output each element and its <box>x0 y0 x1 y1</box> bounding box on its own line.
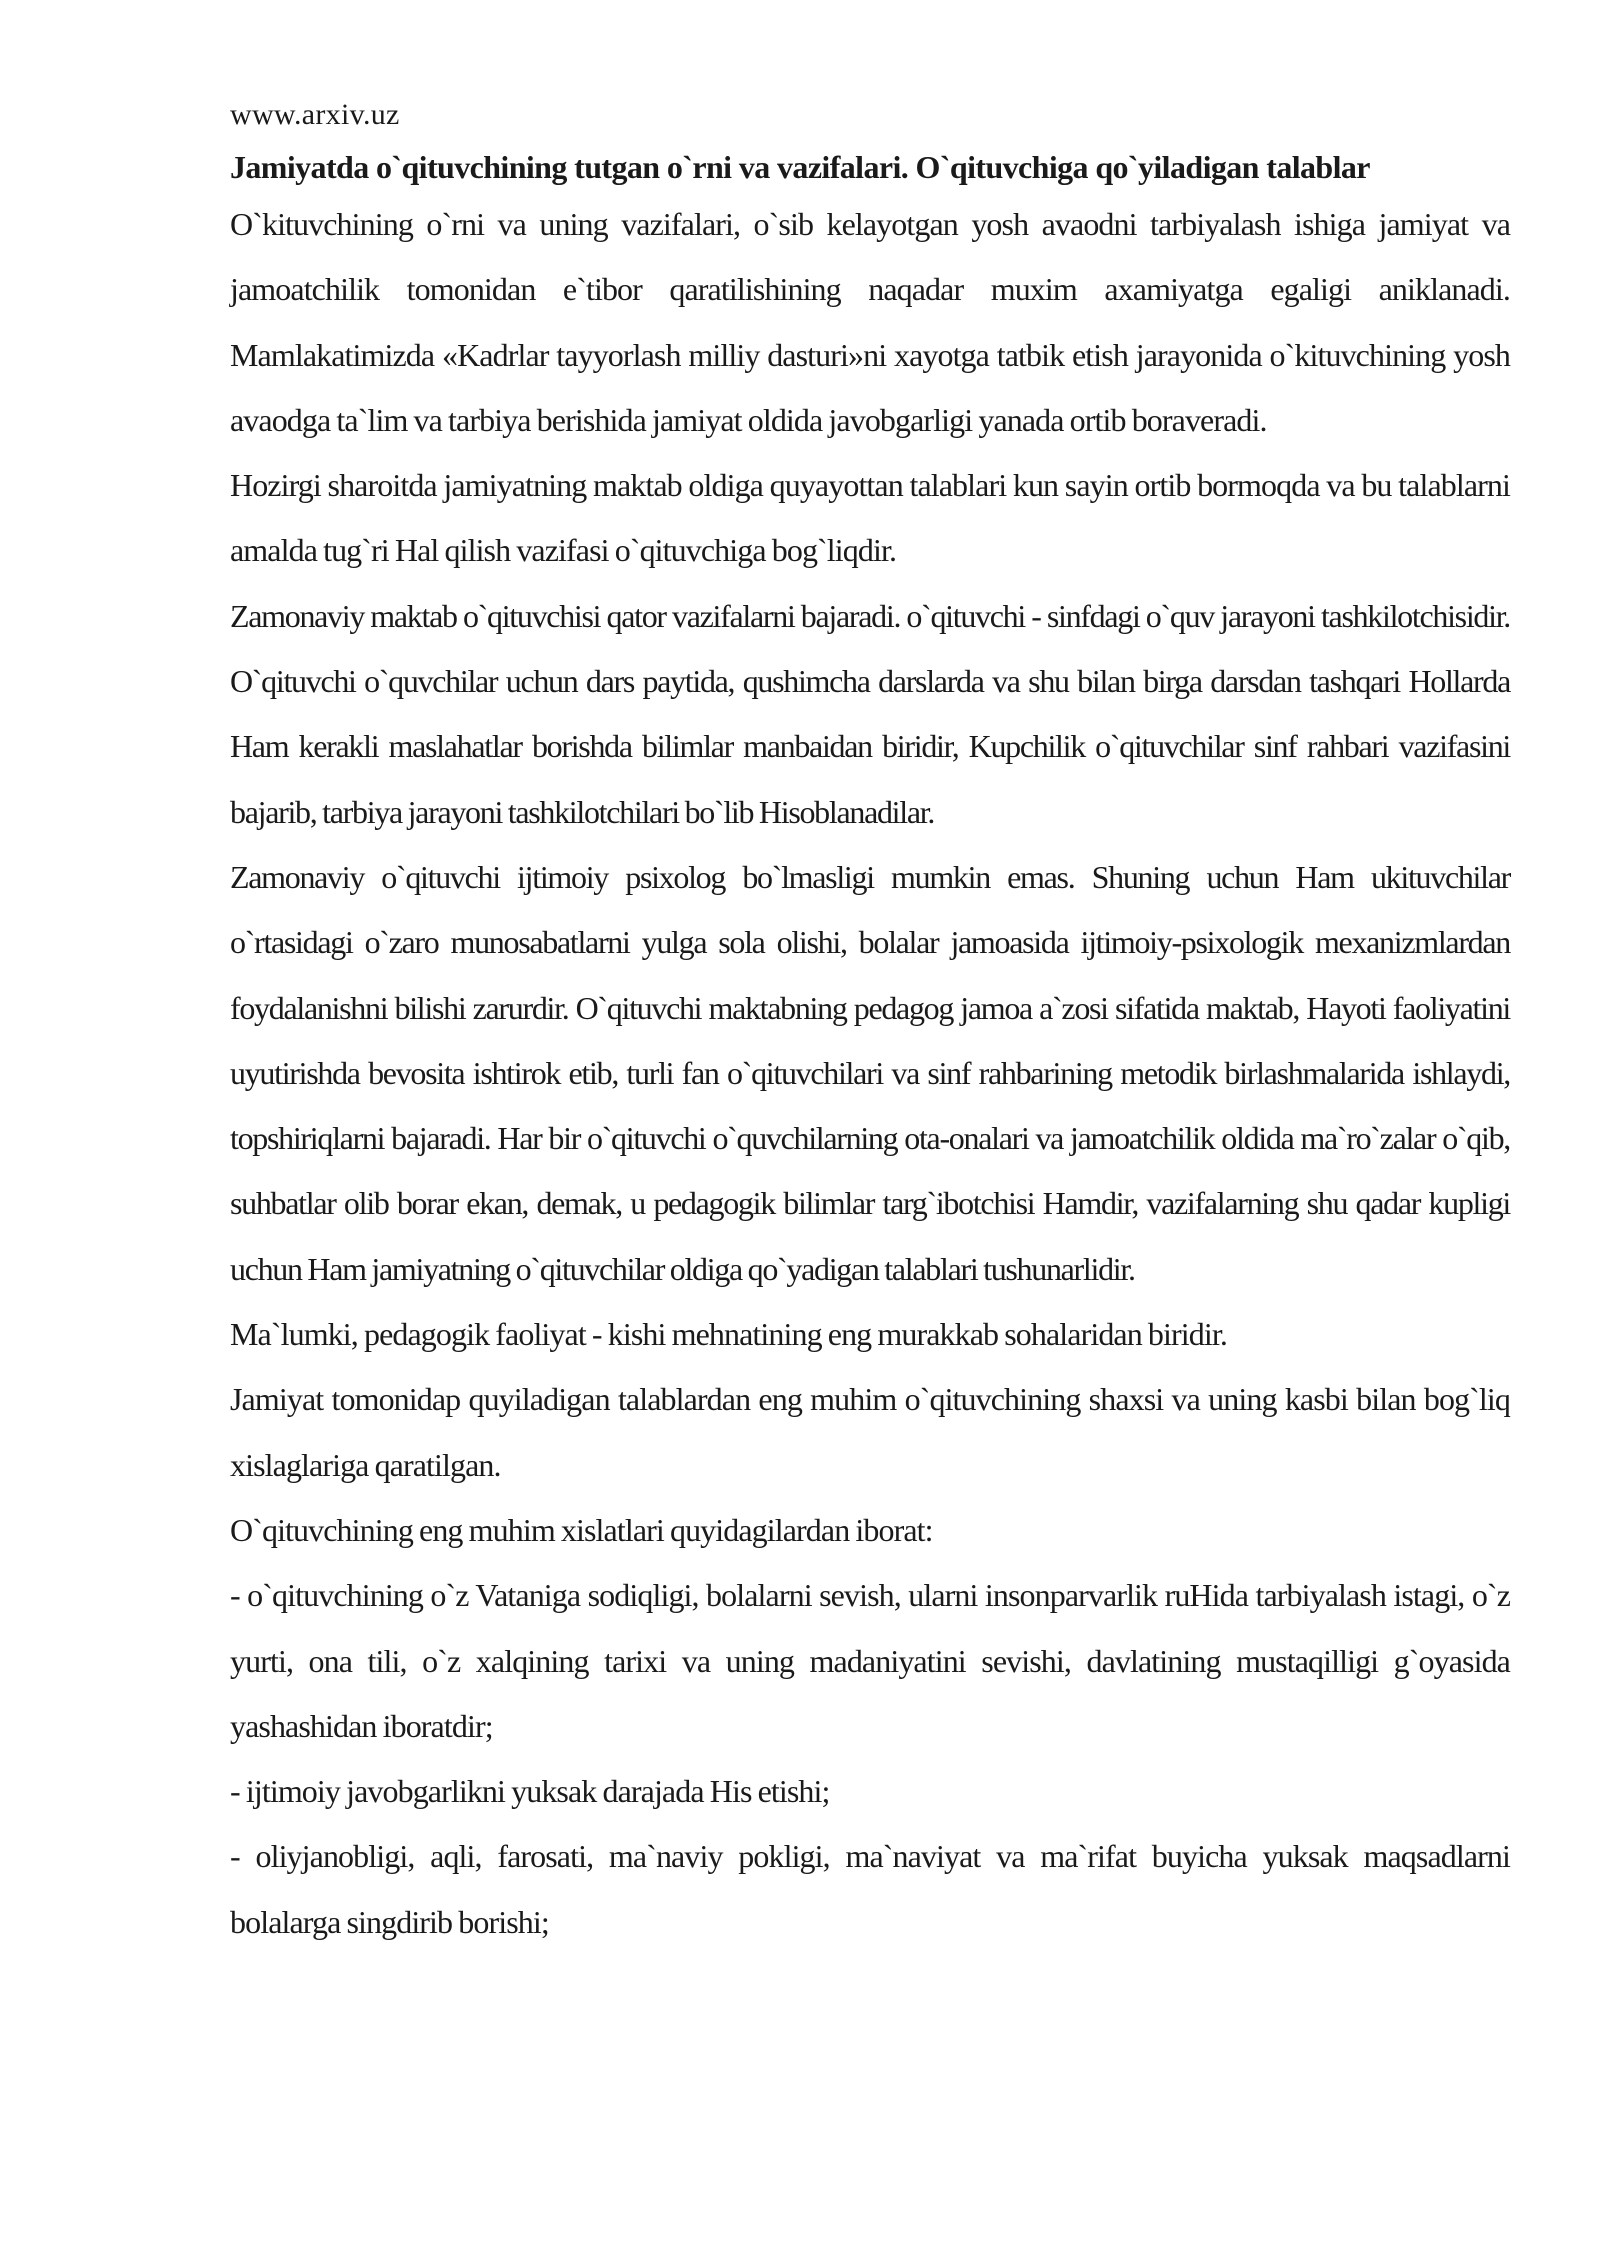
paragraph-pedagogical-activity: Ma`lumki, pedagogik faoliyat - kishi mehnatining eng murakkab sohalaridan biridir. <box>230 1316 1227 1353</box>
site-url: www.arxiv.uz <box>230 98 400 131</box>
paragraph-qualities-intro: O`qituvchining eng muhim xislatlari quyidagilardan iborat: <box>230 1511 933 1548</box>
list-item-patriotism: - o`qituvchining o`z Vataniga sodiqligi, bolalarni sevish, ularni insonparvarlik ruHida tarbiyalash istagi, o`z yurti, ona tili, o`z xalqining tarixi va uning madaniyatini sevishi, davlatining mustaqilligi g`oyasida yashashidan iboratdir; <box>230 1577 1510 1744</box>
paragraph-society-requirements: Hozirgi sharoitda jamiyatning maktab oldiga quyayottan talablari kun sayin ortib bormoqda va bu talablarni amalda tug`ri Hal qilish vazifasi o`qituvchiga bog`liqdir. <box>230 467 1510 569</box>
list-item-responsibility: - ijtimoiy javobgarlikni yuksak darajada His etishi; <box>230 1773 830 1810</box>
paragraph-role-of-teacher: O`kituvchining o`rni va uning vazifalari, o`sib kelayotgan yosh avaodni tarbiyalash ishiga jamiyat va jamoatchilik tomonidan e`tibor qaratilishining naqadar muxim axamiyatga egaligi aniklanadi. Mamlakatimizda «Kadrlar tayyorlash milliy dasturi»ni xayotga tatbik etish jarayonida o`kituvchining yosh avaodga ta`lim va tarbiya berishida jamiyat oldida javobgarligi yanada ortib boraveradi. <box>230 206 1510 438</box>
document-title: Jamiyatda o`qituvchining tutgan o`rni va vazifalari. O`qituvchiga qo`yiladigan talablar <box>230 149 1370 185</box>
list-item-nobility: - oliyjanobligi, aqli, farosati, ma`naviy pokligi, ma`naviyat va ma`rifat buyicha yuksak maqsadlarni bolalarga singdirib borishi; <box>230 1838 1510 1940</box>
paragraph-personal-qualities: Jamiyat tomonidap quyiladigan talablardan eng muhim o`qituvchining shaxsi va uning kasbi bilan bog`liq xislaglariga qaratilgan. <box>230 1381 1510 1483</box>
paragraph-teacher-duties: Zamonaviy maktab o`qituvchisi qator vazifalarni bajaradi. o`qituvchi - sinfdagi o`quv jarayoni tashkilotchisidir. O`qituvchi o`quvchilar uchun dars paytida, qushimcha darslarda va shu bilan birga darsdan tashqari Hollarda Ham kerakli maslahatlar borishda bilimlar manbaidan biridir, Kupchilik o`qituvchilar sinf rahbari vazifasini bajarib, tarbiya jarayoni tashkilotchilari bo`lib Hisoblanadilar. <box>230 597 1510 830</box>
document-page <box>230 92 1510 1955</box>
paragraph-social-psychologist: Zamonaviy o`qituvchi ijtimoiy psixolog bo`lmasligi mumkin emas. Shuning uchun Ham ukituvchilar o`rtasidagi o`zaro munosabatlarni yulga sola olishi, bolalar jamoasida ijtimoiy-psixologik mexanizmlardan foydalanishni bilishi zarurdir. O`qituvchi maktabning pedagog jamoa a`zosi sifatida maktab, Hayoti faoliyatini uyutirishda bevosita ishtirok etib, turli fan o`qituvchilari va sinf rahbarining metodik birlashmalarida ishlaydi, topshiriqlarni bajaradi. Har bir o`qituvchi o`quvchilarning ota-onalari va jamoatchilik oldida ma`ro`zalar o`qib, suhbatlar olib borar ekan, demak, u pedagogik bilimlar targ`ibotchisi Hamdir, vazifalarning shu qadar kupligi uchun Ham jamiyatning o`qituvchilar oldiga qo`yadigan talablari tushunarlidir. <box>230 858 1510 1287</box>
